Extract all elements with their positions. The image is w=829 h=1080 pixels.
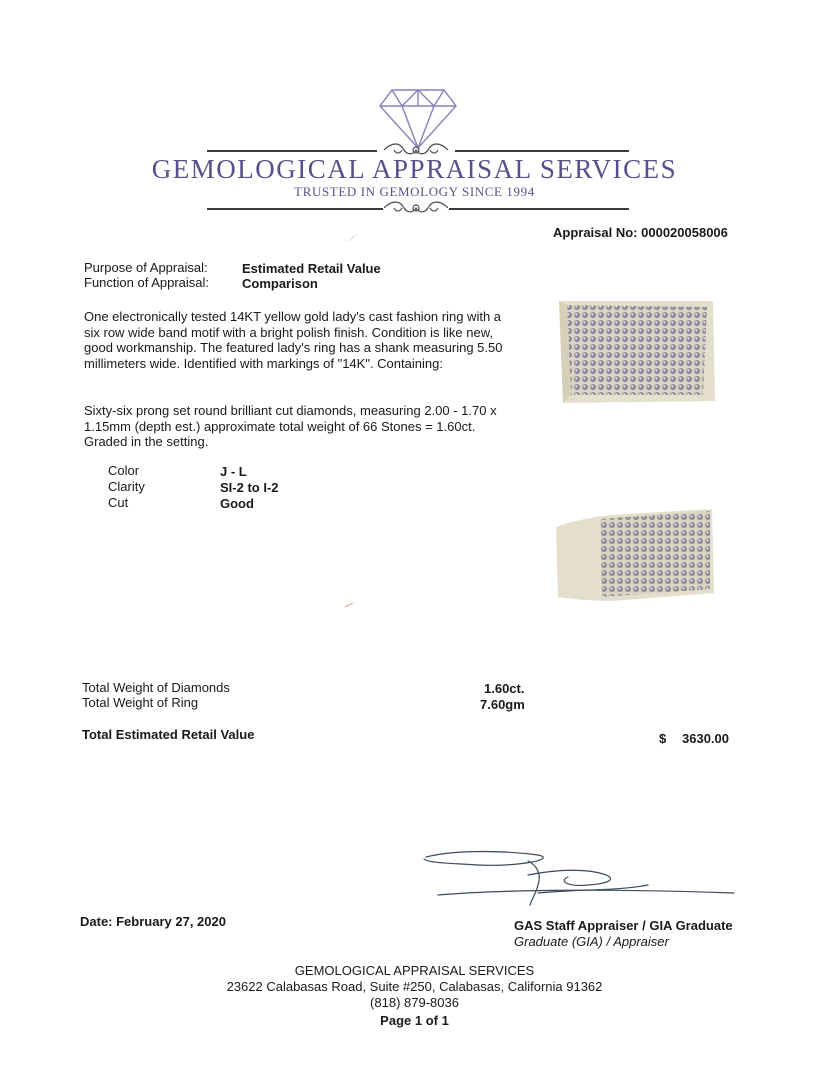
signer-title: GAS Staff Appraiser / GIA Graduate [514, 918, 733, 933]
total-value-label: Total Estimated Retail Value [82, 727, 255, 742]
appraisal-date: Date: February 27, 2020 [80, 914, 226, 929]
header-rule [449, 208, 629, 210]
stray-mark [344, 602, 354, 608]
header-rule [455, 150, 629, 152]
signature [418, 845, 738, 910]
ring-weight-value: 7.60gm [480, 697, 525, 712]
stones-description: Sixty-six prong set round brilliant cut diamonds, measuring 2.00 - 1.70 x 1.15mm (depth est.) approximate total weight of 66 Stones = 1.60ct. Graded in the setting. [84, 403, 497, 449]
tagline: TRUSTED IN GEMOLOGY SINCE 1994 [294, 184, 535, 199]
footer-org-name: GEMOLOGICAL APPRAISAL SERVICES [294, 963, 535, 978]
purpose-label: Purpose of Appraisal: [84, 260, 208, 275]
cut-value: Good [220, 496, 254, 511]
cut-label: Cut [108, 495, 129, 510]
clarity-value: SI-2 to I-2 [220, 480, 279, 495]
color-label: Color [108, 463, 140, 478]
org-name: GEMOLOGICAL APPRAISAL SERVICES [151, 154, 678, 184]
diamond-weight-label: Total Weight of Diamonds [82, 680, 230, 695]
diamond-weight-value: 1.60ct. [484, 681, 525, 696]
item-description: One electronically tested 14KT yellow gold lady's cast fashion ring with a six row wide band motif with a bright polish finish. Condition is like new, good workmanship. The featured lady's ring has a shank measuring 5.50 millimeters wide. Identified with markings of "14K". Containing: [84, 309, 503, 371]
signer-subtitle: Graduate (GIA) / Appraiser [514, 934, 669, 949]
ring-weight-label: Total Weight of Ring [82, 695, 199, 710]
ring-photo-front [557, 295, 717, 407]
total-value-amount: 3630.00 [682, 731, 729, 746]
function-label: Function of Appraisal: [84, 275, 210, 290]
footer-address: 23622 Calabasas Road, Suite #250, Calabasas, California 91362 [226, 979, 603, 994]
function-value: Comparison [242, 276, 318, 291]
appraisal-number: Appraisal No: 000020058006 [553, 225, 728, 240]
purpose-value: Estimated Retail Value [242, 261, 381, 276]
clarity-label: Clarity [108, 479, 145, 494]
ring-photo-side [552, 505, 717, 605]
footer-phone: (818) 879-8036 [370, 995, 459, 1010]
page-number: Page 1 of 1 [380, 1013, 449, 1028]
header-rule [207, 150, 377, 152]
color-value: J - L [220, 464, 247, 479]
stray-mark [348, 234, 356, 242]
header-rule [207, 208, 383, 210]
flourish-ornament [380, 198, 452, 218]
currency-symbol: $ [659, 731, 667, 746]
